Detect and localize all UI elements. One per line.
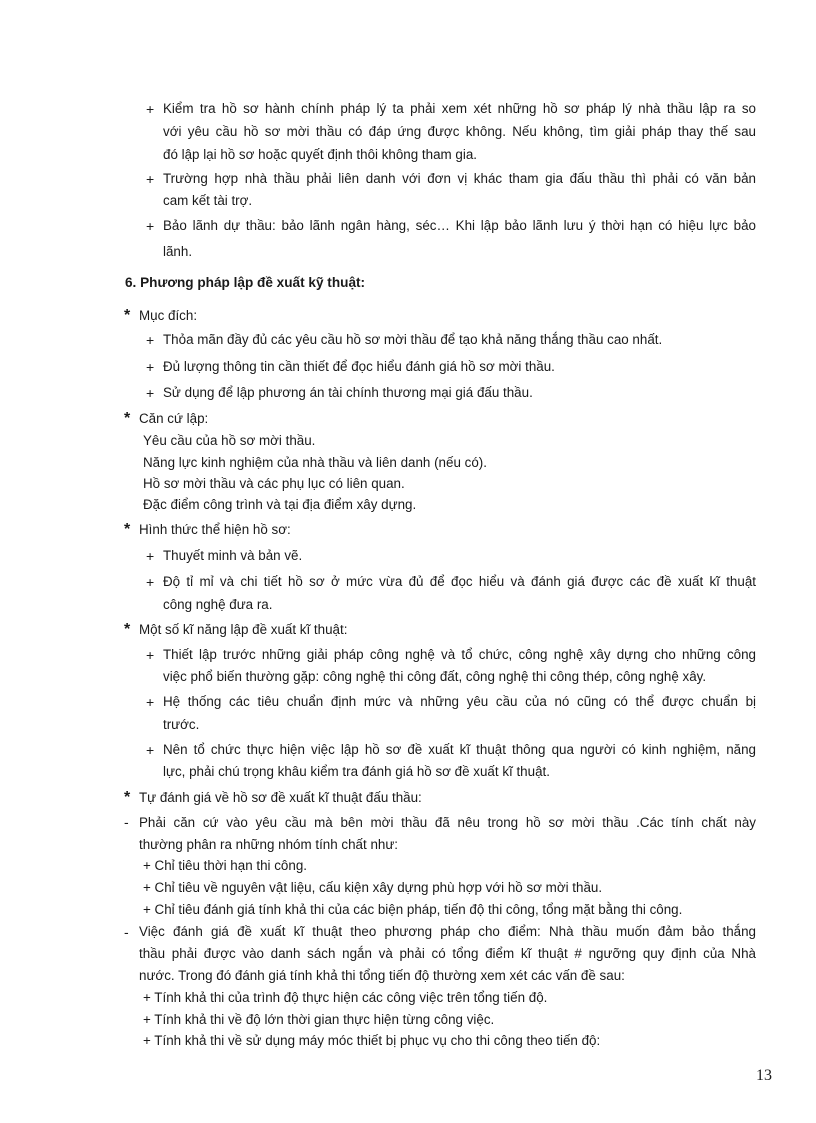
paragraph-line: thường phân ra những nhóm tính chất như:: [139, 837, 399, 852]
plus-marker: +: [146, 332, 155, 348]
list-item: + Tính khả thi của trình độ thực hiện các công việc trên tổng tiến độ.: [143, 990, 548, 1005]
paragraph-line: công nghệ đưa ra.: [163, 597, 273, 612]
plus-marker: +: [146, 101, 155, 117]
paragraph-line: lực, phải chú trọng khâu kiểm tra đánh giá hồ sơ đề xuất kĩ thuật.: [163, 764, 550, 779]
list-item: + Chỉ tiêu về nguyên vật liệu, cấu kiện xây dựng phù hợp với hồ sơ mời thầu.: [143, 880, 603, 895]
list-item: Hồ sơ mời thầu và các phụ lục có liên quan.: [143, 476, 405, 491]
list-item: + Tính khả thi về độ lớn thời gian thực hiện từng công việc.: [143, 1012, 495, 1027]
dash-marker: -: [124, 814, 129, 830]
section-title: Tự đánh giá về hồ sơ đề xuất kĩ thuật đấu thầu:: [139, 790, 422, 805]
section-title: Căn cứ lập:: [139, 411, 209, 426]
paragraph-line: đó lập lại hồ sơ hoặc quyết định thôi không tham gia.: [163, 147, 478, 162]
list-item: Yêu cầu của hồ sơ mời thầu.: [143, 433, 316, 448]
paragraph-line: nước. Trong đó đánh giá tính khả thi tổng tiến độ thường xem xét các vấn đề sau:: [139, 968, 625, 983]
section-title: Mục đích:: [139, 308, 198, 323]
paragraph-line: Thiết lập trước những giải pháp công nghệ và tổ chức, công nghệ xây dựng cho những công: [163, 647, 756, 662]
paragraph-line: Kiểm tra hồ sơ hành chính pháp lý ta phải xem xét những hồ sơ pháp lý nhà thầu lập ra so: [163, 101, 756, 116]
paragraph-line: Độ tỉ mỉ và chi tiết hồ sơ ở mức vừa đủ để đọc hiểu và đánh giá được các đề xuất kĩ thuật: [163, 574, 756, 589]
paragraph-line: Bảo lãnh dự thầu: bảo lãnh ngân hàng, séc… Khi lập bảo lãnh lưu ý thời hạn có hiệu lực bảo: [163, 218, 756, 233]
plus-marker: +: [146, 574, 155, 590]
dash-marker: -: [124, 924, 129, 940]
plus-marker: +: [146, 359, 155, 375]
list-item: + Tính khả thi về sử dụng máy móc thiết bị phục vụ cho thi công theo tiến độ:: [143, 1033, 601, 1048]
star-marker: *: [124, 307, 131, 324]
star-marker: *: [124, 410, 131, 427]
list-item: Đặc điểm công trình và tại địa điểm xây dựng.: [143, 497, 417, 512]
paragraph-line: cam kết tài trợ.: [163, 193, 253, 208]
plus-marker: +: [146, 218, 155, 234]
list-item: Thỏa mãn đầy đủ các yêu cầu hồ sơ mời thầu để tạo khả năng thắng thầu cao nhất.: [163, 332, 663, 347]
paragraph-line: trước.: [163, 717, 200, 732]
paragraph-line: Trường hợp nhà thầu phải liên danh với đơn vị khác tham gia đấu thầu thì phải có văn bản: [163, 171, 756, 186]
plus-marker: +: [146, 694, 155, 710]
star-marker: *: [124, 521, 131, 538]
plus-marker: +: [146, 385, 155, 401]
star-marker: *: [124, 789, 131, 806]
list-item: Sử dụng để lập phương án tài chính thương mại giá đấu thầu.: [163, 385, 533, 400]
list-item: Năng lực kinh nghiệm của nhà thầu và liên danh (nếu có).: [143, 455, 487, 470]
list-item: Thuyết minh và bản vẽ.: [163, 548, 303, 563]
list-item: Đủ lượng thông tin cần thiết để đọc hiểu đánh giá hồ sơ mời thầu.: [163, 359, 555, 374]
paragraph-line: lãnh.: [163, 244, 193, 259]
paragraph-line: Phải căn cứ vào yêu cầu mà bên mời thầu đã nêu trong hồ sơ mời thầu .Các tính chất này: [139, 815, 756, 830]
section-title: Một số kĩ năng lập đề xuất kĩ thuật:: [139, 622, 348, 637]
section-heading: 6. Phương pháp lập đề xuất kỹ thuật:: [125, 275, 366, 290]
paragraph-line: việc phổ biến thường gặp: công nghệ thi công đất, công nghệ thi công thép, công nghệ xây.: [163, 669, 707, 684]
plus-marker: +: [146, 742, 155, 758]
paragraph-line: Hệ thống các tiêu chuẩn định mức và những yêu cầu của nó cũng có thể được chuẩn bị: [163, 694, 756, 709]
paragraph-line: Nên tổ chức thực hiện việc lập hồ sơ đề xuất kĩ thuật thông qua người có kinh nghiệm, năng: [163, 742, 756, 757]
paragraph-line: thầu phải được vào danh sách ngắn và phải có tổng điểm kĩ thuật # ngưỡng quy định của Nhà: [139, 946, 756, 961]
page-number: 13: [756, 1067, 772, 1084]
plus-marker: +: [146, 647, 155, 663]
paragraph-line: với yêu cầu hồ sơ mời thầu có đáp ứng được không. Nếu không, tìm giải pháp thay thế sau: [163, 124, 756, 139]
star-marker: *: [124, 621, 131, 638]
plus-marker: +: [146, 171, 155, 187]
list-item: + Chỉ tiêu đánh giá tính khả thi của các biện pháp, tiến độ thi công, tổng mặt bằng thi công.: [143, 902, 683, 917]
paragraph-line: Việc đánh giá đề xuất kĩ thuật theo phương pháp cho điểm: Nhà thầu muốn đảm bảo thắng: [139, 924, 756, 939]
plus-marker: +: [146, 548, 155, 564]
section-title: Hình thức thể hiện hồ sơ:: [139, 522, 291, 537]
list-item: + Chỉ tiêu thời hạn thi công.: [143, 858, 307, 873]
